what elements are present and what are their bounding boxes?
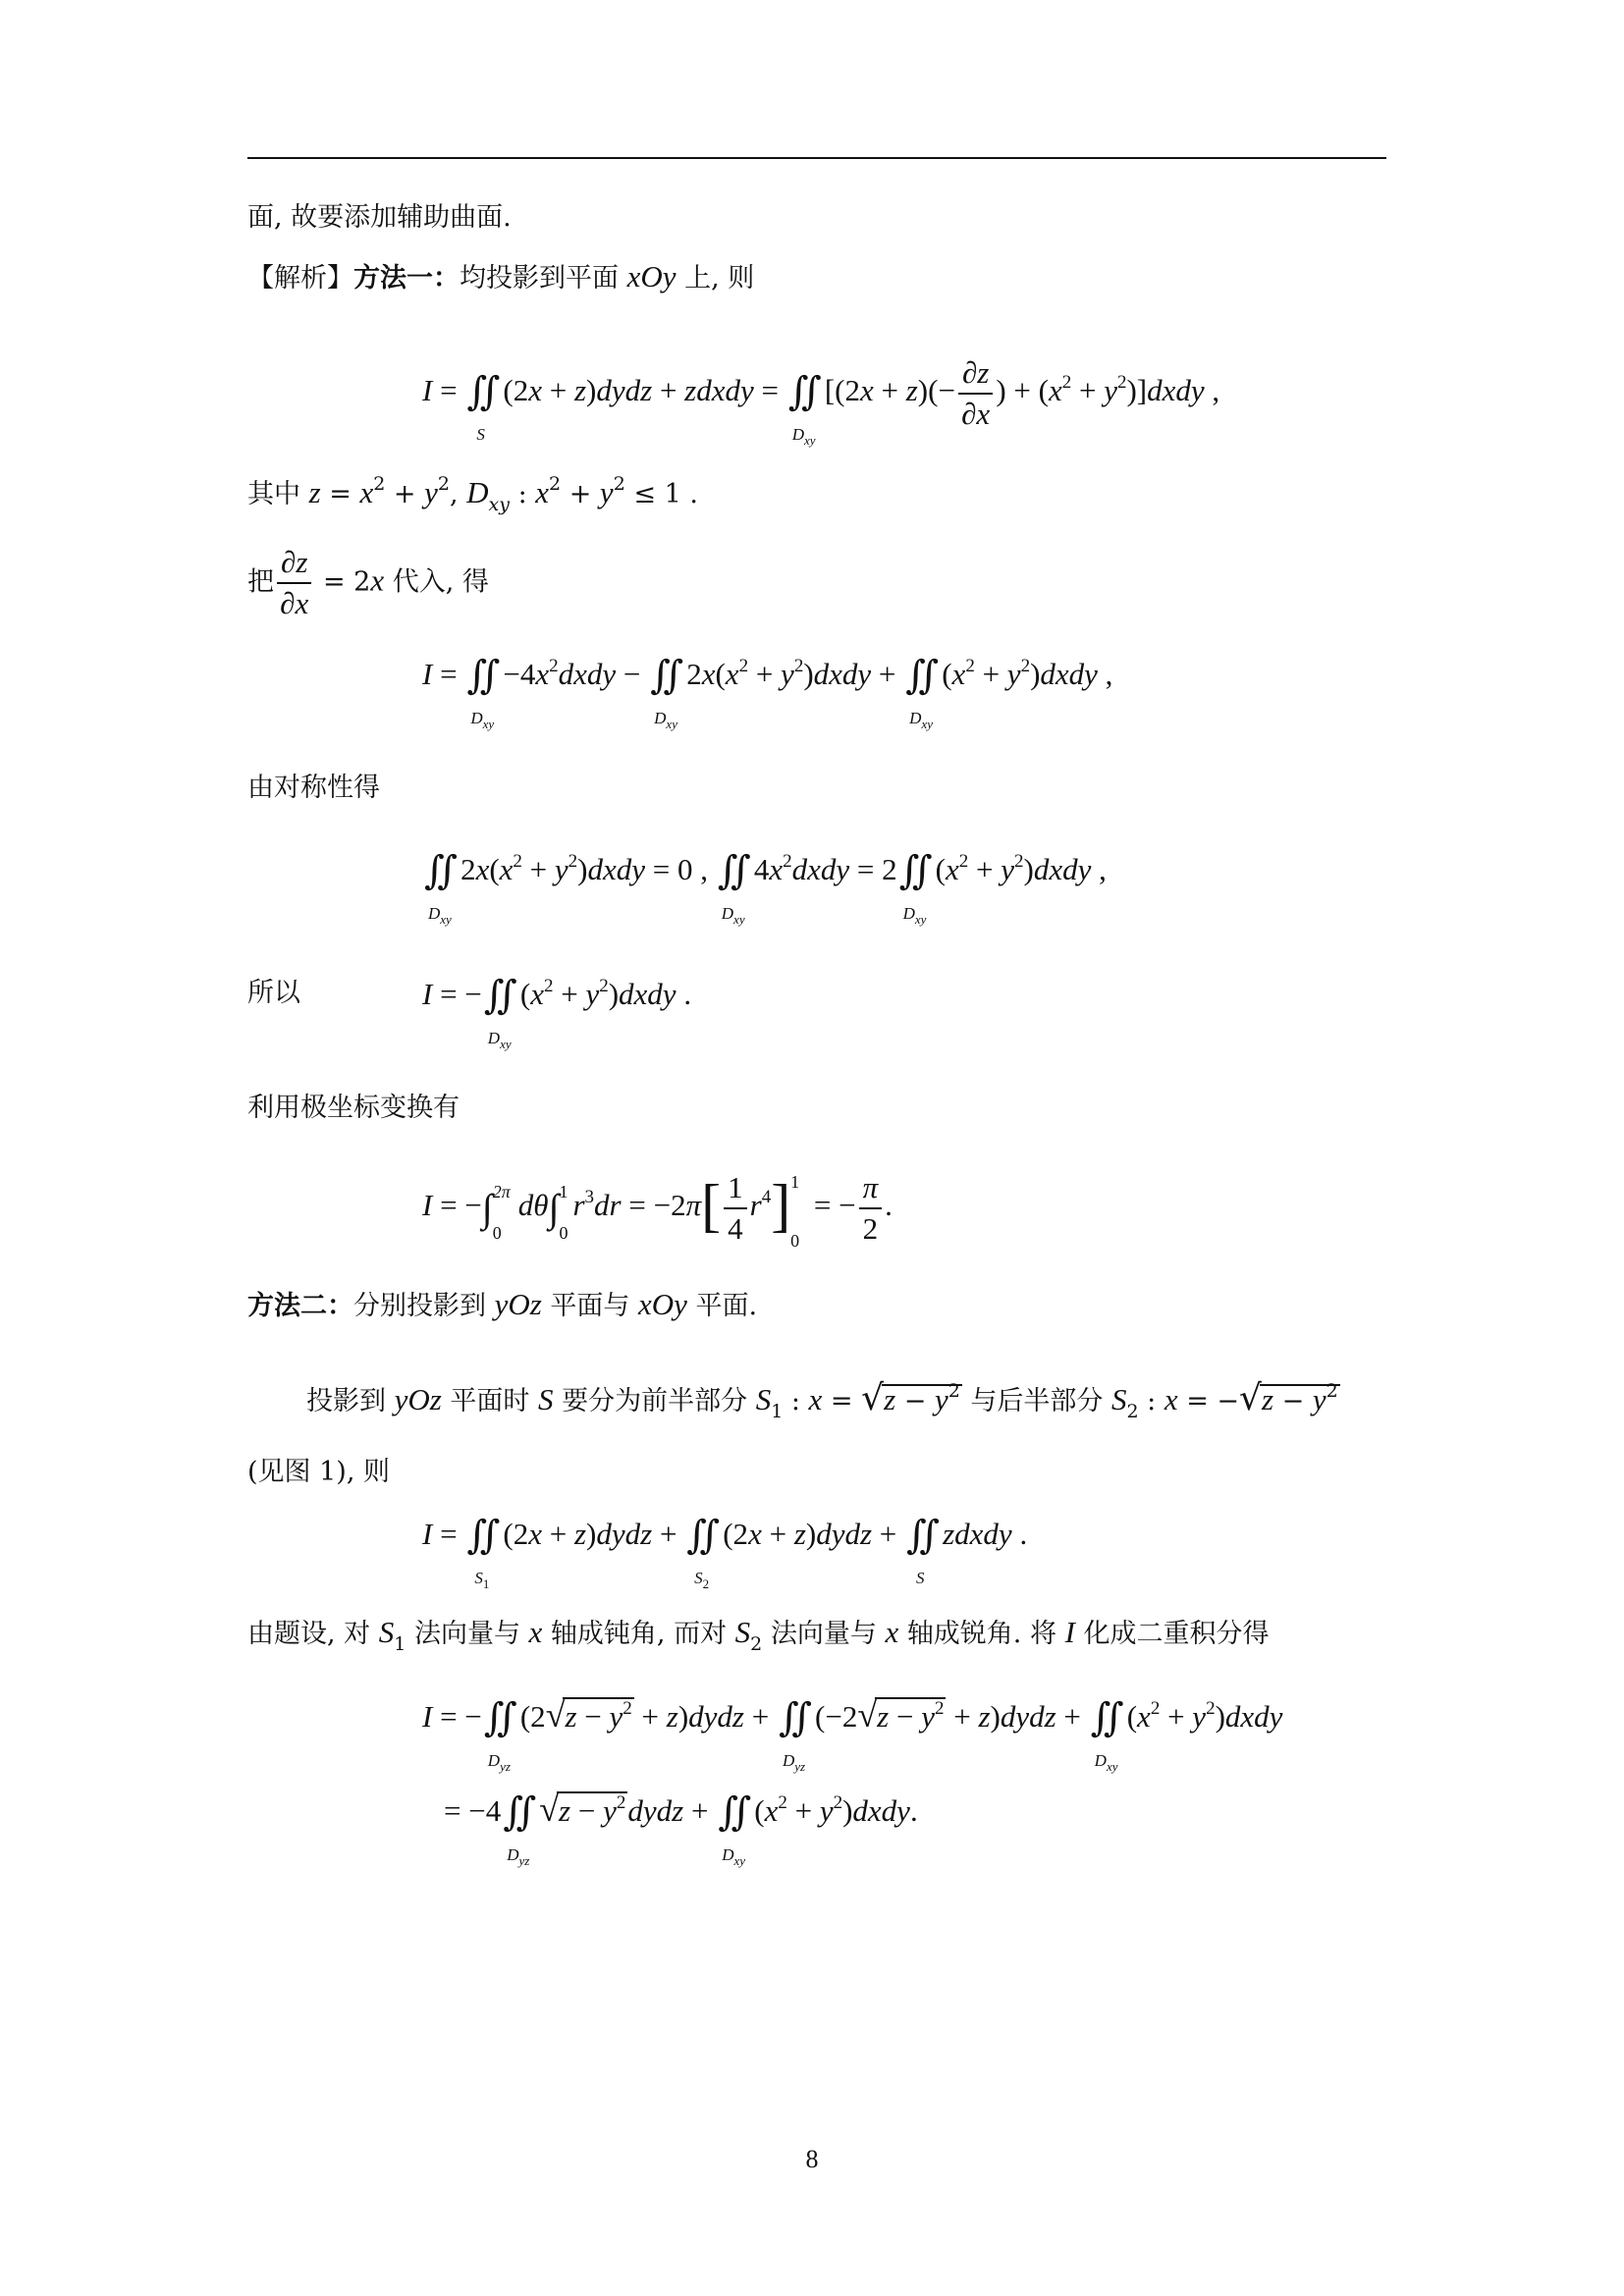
l11f: 化成二重积分得: [1083, 1619, 1270, 1649]
equation-1: I = ∬ S (2x + z)dydz + zdxdy = ∬ $D_{xy}$ [(2x + z)(− $\frac{\partial z}{\partial x}$ ) + ($x^2$ + $y^2)]dxdy$ ,: [422, 355, 1220, 449]
text-line-8: [247, 1288, 757, 1323]
page-number: 8: [805, 2145, 819, 2173]
method-two-heading: 方法二：: [247, 1291, 353, 1321]
l9c: 要分为前半部分: [562, 1386, 748, 1416]
text-line-5: 由对称性得: [247, 773, 380, 803]
surface-s: S: [538, 1382, 554, 1416]
substitute-label: 把: [247, 566, 274, 598]
equation-2: I = ∬ $D_{xy}$ $-4x^2dxdy$ − ∬ $D_{xy}$ $2x(x^2$ + $y^2)dxdy$ + ∬ $D_{xy}$ ($x^2$ + $y^2)dxdy$ ,: [422, 653, 1113, 731]
header-rule: [247, 157, 1386, 159]
method-one-heading: 方法一：: [353, 263, 460, 294]
l11b: 法向量与: [413, 1619, 520, 1649]
equation-4: I = −∬ $D_{xy}$ ($x^2$ + $y^2)dxdy$ .: [422, 973, 692, 1051]
method-one-tail: 上, 则: [684, 263, 755, 294]
text-line-4: 把 $\frac{\partial z}{\partial x}$ = 2x 代入, 得: [247, 545, 489, 620]
l11a: 由题设, 对: [247, 1619, 371, 1649]
where-label: 其中: [247, 479, 300, 509]
method-two-text: 分别投影到: [353, 1291, 486, 1321]
l11e: 轴成锐角. 将: [906, 1619, 1056, 1649]
text-line-1: 面, 故要添加辅助曲面.: [247, 202, 512, 233]
method-two-tail: 平面.: [695, 1291, 758, 1321]
var-i: I: [1064, 1615, 1075, 1649]
plane-xoy: xOy: [626, 259, 677, 294]
text-line-6: 所以: [247, 978, 300, 1008]
text-line-3: 其中 $z = x^2 + y^2$, $D_{xy}$ : $x^2 + y^2 \le 1$ .: [247, 473, 698, 515]
analysis-tag: 【解析】: [247, 263, 353, 294]
plane-xoy-2: xOy: [638, 1287, 687, 1321]
equation-8: = −4∬ $D_{yz}$ $√z - y^2dydz$ + ∬ $D_{xy}$ ($x^2$ + $y^2)dxdy$.: [444, 1789, 918, 1868]
text-line-10: (见图 1), 则: [247, 1457, 390, 1487]
equation-3: ∬ $D_{xy}$ $2x(x^2$ + $y^2)dxdy = 0$ , ∬ $D_{xy}$ $4x^2dxdy$ = 2∬ $D_{xy}$ ($x^2$ + $y^2)dxdy$ ,: [424, 848, 1107, 927]
equation-6: I = ∬ $S_1$ (2x + z)dydz + ∬ $S_2$ (2x + z)dydz + ∬ S zdxdy .: [422, 1513, 1028, 1591]
plane-yoz-2: yOz: [394, 1382, 442, 1416]
equation-7: I = −∬ $D_{yz}$ ($2√z - y^2$ + z)dydz + ∬ $D_{yz}$ ($-2√z - y^2$ + z)dydz + ∬ $D_{xy}$ ($x^2$ + $y^2)dxdy$: [422, 1695, 1283, 1774]
method-two-mid: 平面与: [550, 1291, 630, 1321]
text-line-9: 投影到 yOz 平面时 S 要分为前半部分 $S_1$ : $x = √z - y^2$ 与后半部分 $S_2$ : $x = -√z - y^2$: [306, 1378, 1338, 1422]
substitute-tail: 代入, 得: [392, 566, 489, 598]
l11d: 法向量与: [770, 1619, 877, 1649]
plane-yoz: yOz: [494, 1287, 542, 1321]
text-line-7: 利用极坐标变换有: [247, 1093, 460, 1123]
l9b: 平面时: [450, 1386, 530, 1416]
var-x-2: x: [885, 1615, 899, 1649]
method-one-text: 均投影到平面: [460, 263, 619, 294]
var-x: x: [528, 1615, 543, 1649]
l11c: 轴成钝角, 而对: [550, 1619, 728, 1649]
text-line-2: [247, 260, 754, 295]
l9a: 投影到: [306, 1386, 386, 1416]
l9d: 与后半部分: [970, 1386, 1104, 1416]
text-line-11: 由题设, 对 $S_1$ 法向量与 x 轴成钝角, 而对 $S_2$ 法向量与 x 轴成锐角. 将 I 化成二重积分得: [247, 1615, 1270, 1655]
equation-5: I = −∫ 2π 0 dθ∫ 1 0 $r^3dr = -2\pi$[ $\frac{1}{4}$ $r^4$] 1 0 = − $\frac{\pi}{2}$ .: [422, 1170, 893, 1252]
